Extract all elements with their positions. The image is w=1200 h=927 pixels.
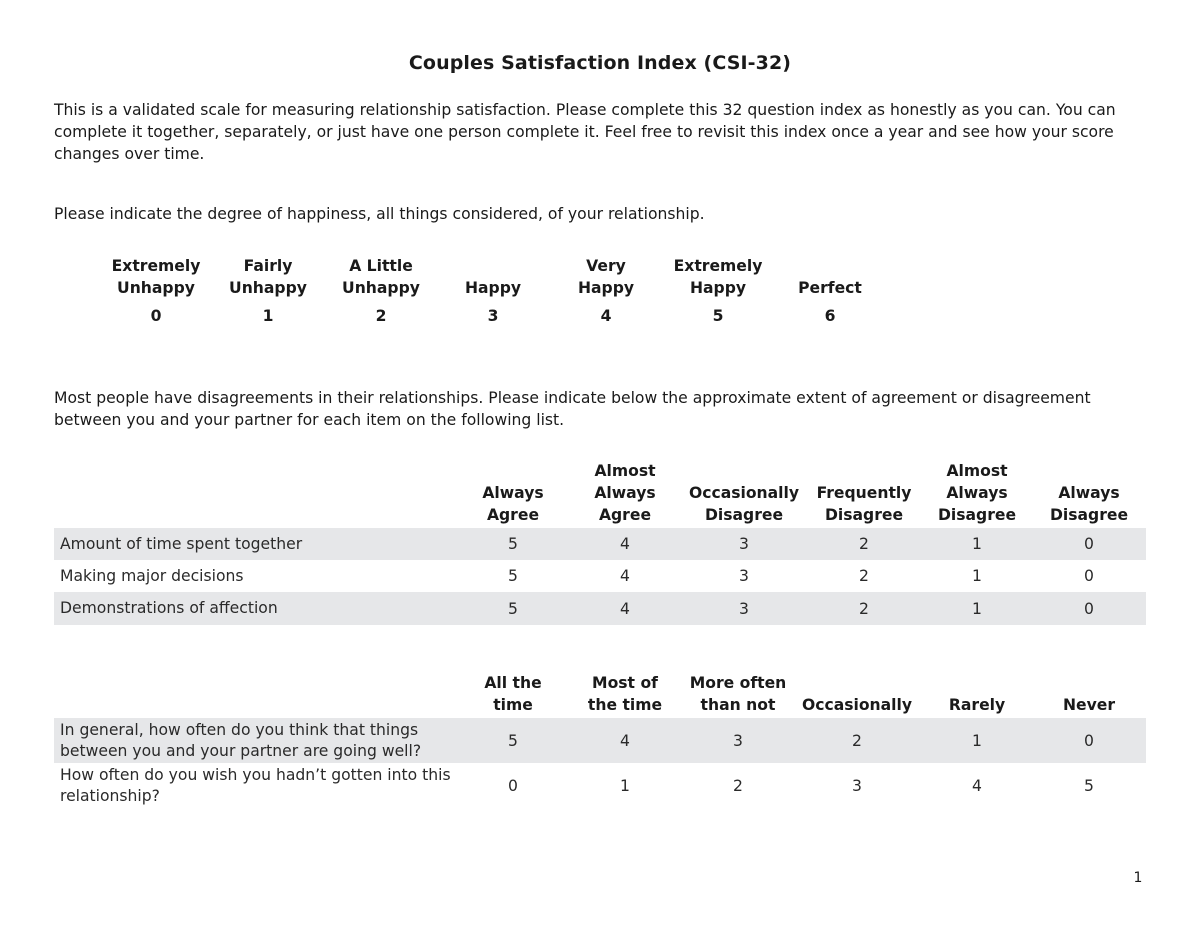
row-value[interactable]: 1 bbox=[972, 535, 982, 553]
scale-option-value[interactable]: 5 bbox=[712, 307, 724, 325]
scale-option-label: Extremely Happy bbox=[673, 257, 763, 297]
page-title: Couples Satisfaction Index (CSI-32) bbox=[408, 52, 792, 74]
row-item-label: Demonstrations of affection bbox=[60, 599, 278, 617]
row-item-label: Amount of time spent together bbox=[60, 534, 303, 553]
row-value[interactable]: 2 bbox=[859, 535, 869, 553]
scale-option-value[interactable]: 2 bbox=[375, 307, 387, 325]
row-value[interactable]: 2 bbox=[852, 731, 862, 750]
row-value[interactable]: 5 bbox=[508, 731, 518, 750]
column-header: Almost Always Disagree bbox=[937, 462, 1017, 524]
row-value[interactable]: 3 bbox=[739, 567, 749, 585]
column-header: Frequently Disagree bbox=[816, 484, 912, 524]
row-value[interactable]: 2 bbox=[733, 776, 743, 795]
row-value[interactable]: 3 bbox=[739, 535, 749, 553]
column-header: Occasionally Disagree bbox=[688, 484, 800, 524]
table-row bbox=[54, 718, 1146, 763]
row-value[interactable]: 0 bbox=[1084, 535, 1094, 553]
scale-option-label: A Little Unhappy bbox=[342, 257, 420, 297]
happiness-question: Please indicate the degree of happiness, all things considered, of your relationship. bbox=[54, 205, 705, 223]
agreement-intro: Most people have disagreements in their relationships. Please indicate below the approximate extent of agreement or disagreement between you and your partner for each item on the following list. bbox=[54, 389, 1091, 429]
row-value[interactable]: 5 bbox=[508, 599, 518, 618]
row-value[interactable]: 5 bbox=[508, 567, 518, 585]
row-value[interactable]: 3 bbox=[852, 776, 862, 795]
row-value[interactable]: 4 bbox=[620, 731, 630, 750]
row-value[interactable]: 0 bbox=[508, 776, 518, 795]
table-row bbox=[54, 560, 1146, 592]
scale-option-label: Happy bbox=[464, 279, 522, 297]
scale-option-value[interactable]: 3 bbox=[487, 307, 499, 325]
row-value[interactable]: 4 bbox=[620, 567, 630, 585]
scale-option-label: Perfect bbox=[798, 279, 862, 297]
row-value[interactable]: 4 bbox=[620, 535, 630, 553]
scale-option-value[interactable]: 1 bbox=[262, 307, 274, 325]
row-value[interactable]: 0 bbox=[1084, 731, 1094, 750]
column-header: Occasionally bbox=[801, 696, 913, 714]
column-header: Never bbox=[1062, 696, 1116, 714]
row-value[interactable]: 4 bbox=[620, 599, 630, 618]
row-value[interactable]: 2 bbox=[859, 599, 869, 618]
table-row bbox=[54, 592, 1146, 625]
row-value[interactable]: 1 bbox=[620, 776, 630, 795]
row-value[interactable]: 5 bbox=[1084, 776, 1094, 795]
row-item-label: Making major decisions bbox=[60, 566, 244, 585]
scale-option-label: Fairly Unhappy bbox=[229, 257, 307, 297]
scale-option-value[interactable]: 0 bbox=[150, 307, 162, 325]
scale-option-value[interactable]: 6 bbox=[824, 307, 836, 325]
row-value[interactable]: 2 bbox=[859, 567, 869, 585]
row-value[interactable]: 0 bbox=[1084, 567, 1094, 585]
scale-option-label: Very Happy bbox=[577, 257, 635, 297]
column-header: All the time bbox=[484, 674, 542, 714]
scale-option-value[interactable]: 4 bbox=[600, 307, 612, 325]
table-row bbox=[54, 528, 1146, 560]
page-number: 1 bbox=[1133, 870, 1143, 886]
table-row bbox=[54, 763, 1146, 808]
column-header: Rarely bbox=[948, 696, 1006, 714]
scale-option-label: Extremely Unhappy bbox=[111, 257, 201, 297]
row-item-label: How often do you wish you hadn’t gotten into this relationship? bbox=[60, 765, 451, 805]
row-value[interactable]: 1 bbox=[972, 731, 982, 750]
column-header: Always Disagree bbox=[1049, 484, 1129, 524]
row-value[interactable]: 1 bbox=[972, 567, 982, 585]
row-value[interactable]: 4 bbox=[972, 776, 982, 795]
row-value[interactable]: 0 bbox=[1084, 599, 1094, 618]
row-value[interactable]: 3 bbox=[733, 731, 743, 750]
row-item-label: In general, how often do you think that things between you and your partner are going well? bbox=[60, 720, 422, 760]
column-header: More often than not bbox=[689, 674, 787, 714]
intro-paragraph: This is a validated scale for measuring relationship satisfaction. Please complete this 32 question index as honestly as you can. You can complete it together, separately, or just have one person complete it. Feel free to revisit this index once a year and see how your score changes over time. bbox=[54, 101, 1116, 163]
column-header: Almost Always Agree bbox=[594, 462, 656, 524]
row-value[interactable]: 3 bbox=[739, 599, 749, 618]
column-header: Most of the time bbox=[587, 674, 663, 714]
row-value[interactable]: 5 bbox=[508, 535, 518, 553]
row-value[interactable]: 1 bbox=[972, 599, 982, 618]
column-header: Always Agree bbox=[482, 484, 544, 524]
